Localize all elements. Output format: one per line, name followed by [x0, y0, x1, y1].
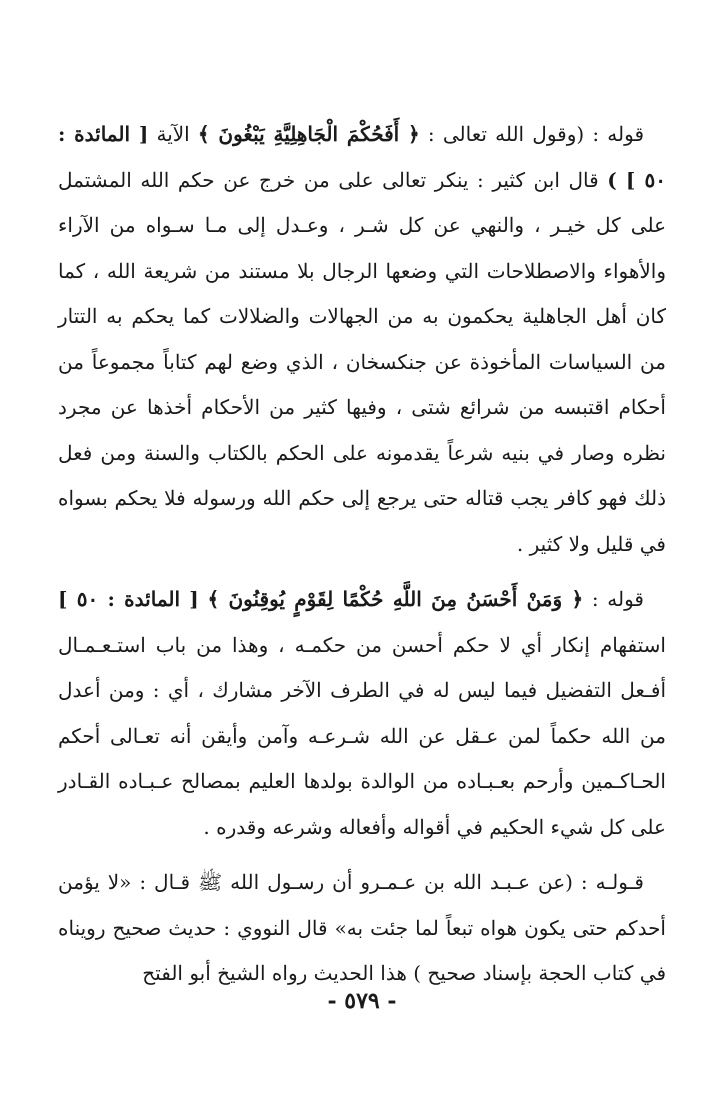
paragraph-3-lead: قـولـه : (عن عـبـد الله بن عـمـرو أن رسـول الله ﷺ قـال : «لا يؤمن أحدكم حتى يكون هواه تبعاً لما جئت به» قال النووي : حديث صحيح رويناه في كتاب الحجة بإسناد صحيح ) هذا الحديث رواه الشيخ أبو الفتح [58, 870, 666, 985]
paragraph-1-after: الآية [148, 122, 198, 146]
paragraph-2-quran-verse: ﴿ وَمَنْ أَحْسَنُ مِنَ اللَّهِ حُكْمًا لِقَوْمٍ يُوقِنُونَ ﴾ [207, 587, 584, 611]
paragraph-2-reference: [ المائدة : ٥٠ ] [58, 587, 199, 611]
paragraph-1-reference: [ المائدة : ٥٠ ] ) [58, 122, 666, 192]
paragraph-1-rest: قال ابن كثير : ينكر تعالى على من خرج عن حكم الله المشتمل على كل خيـر ، والنهي عن كل شـر ، وعـدل إلى مـا سـواه من الآراء والأهواء والاصطلاحات التي وضعها الرجال بلا مستند من شريعة الله ، كما كان أهل الجاهلية يحكمون به من الجهالات والضلالات كما يحكم به التتار من السياسات المأخوذة عن جنكسخان ، الذي وضع لهم كتاباً مجموعاً من أحكام اقتبسه من شرائع شتى ، وفيها كثير من الأحكام أخذها عن مجرد نظره وصار في بنيه شرعاً يقدمونه على الحكم بالكتاب والسنة ومن فعل ذلك فهو كافر يجب قتاله حتى يرجع إلى حكم الله ورسوله فلا يحكم بسواه في قليل ولا كثير . [58, 167, 667, 556]
paragraph-3 [58, 860, 666, 997]
paragraph-1 [58, 112, 666, 567]
paragraph-1-quran-verse: ﴿ أَفَحُكْمَ الْجَاهِلِيَّةِ يَبْغُونَ ﴾ [197, 122, 420, 146]
paragraph-2-lead: قوله : [583, 587, 644, 611]
paragraph-1-lead: قوله : (وقول الله تعالى : [419, 122, 644, 146]
paragraph-2 [58, 577, 666, 850]
page-number: - ٥٧٩ - [327, 988, 397, 1014]
paragraph-2-rest: استفهام إنكار أي لا حكم أحسن من حكمـه ، وهذا من باب استـعـمـال أفـعل التفضيل فيما ليس له في الطرف الآخر مشارك ، أي : ومن أعدل من الله حكماً لمن عـقل عن الله شـرعـه وآمن وأيقن أنه تعـالى أحكم الحـاكـمين وأرحم بعـبـاده من الوالدة بولدها العليم بمصالح عـبـاده القـادر على كل شيء الحكيم في أقواله وأفعاله وشرعه وقدره . [58, 632, 666, 839]
page-body [58, 112, 666, 1007]
